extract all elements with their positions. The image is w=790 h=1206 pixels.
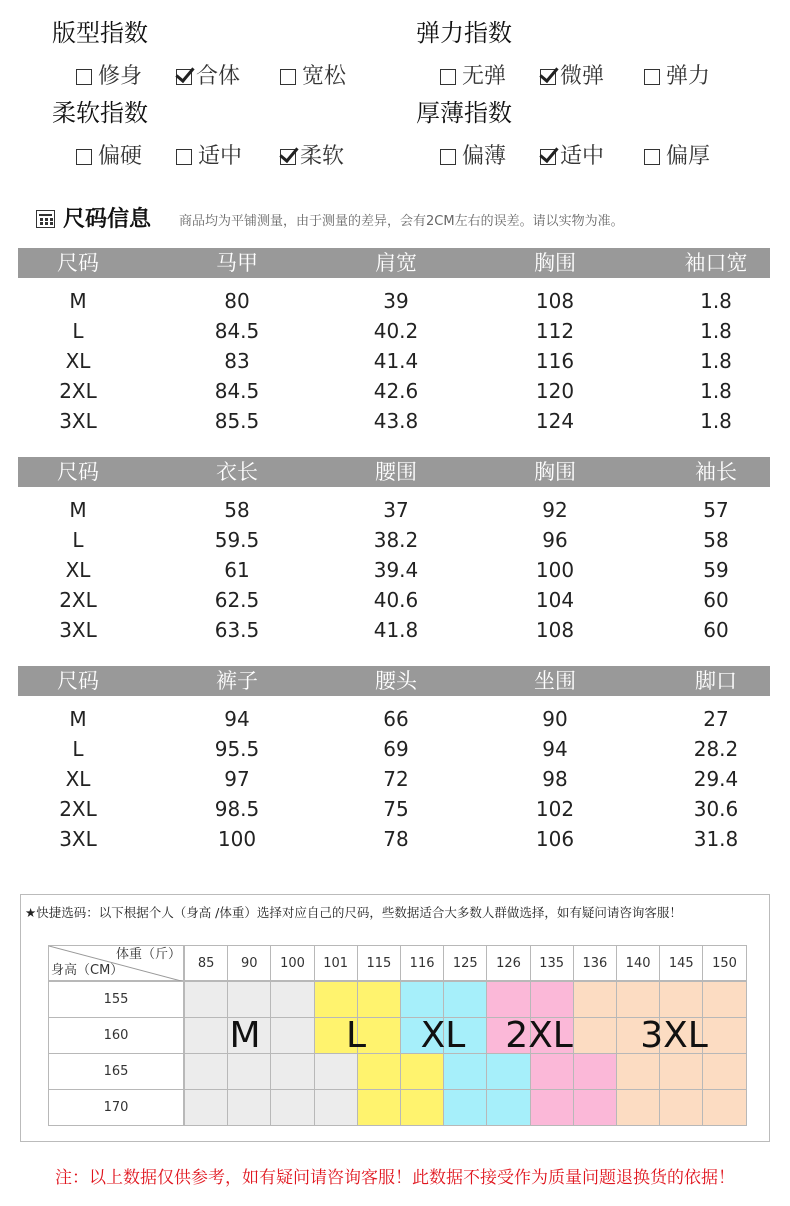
size-label-l: L: [345, 1015, 367, 1056]
header-cell: 裤子: [216, 669, 258, 693]
height-label-cell: 165: [48, 1053, 184, 1090]
size-cell-m: [314, 1089, 358, 1126]
table-cell: 85.5: [214, 409, 260, 433]
table-cell: 94: [224, 707, 250, 731]
size-cell-2xl: [530, 1089, 574, 1126]
size-cell-m: [184, 1017, 228, 1054]
table-cell: 28.2: [693, 737, 739, 761]
table-cell: 90: [542, 707, 568, 731]
size-cell-l: [400, 1089, 444, 1126]
table-header: [18, 666, 770, 696]
table-cell: 84.5: [214, 379, 260, 403]
size-cell-m: [227, 1053, 271, 1090]
size-label-xl: XL: [420, 1015, 466, 1056]
table-cell: 3XL: [59, 827, 97, 851]
size-cell-2xl: [486, 981, 530, 1018]
height-label-cell: 155: [48, 981, 184, 1018]
weight-header-cell: 85: [184, 945, 228, 981]
table-cell: 30.6: [693, 797, 739, 821]
size-info-title: 尺码信息: [63, 207, 152, 232]
header-cell: 衣长: [216, 460, 258, 484]
size-cell-m: [227, 1089, 271, 1126]
header-cell: 肩宽: [375, 251, 417, 275]
table-row: [18, 316, 770, 346]
height-axis-label: 身高（CM）: [51, 963, 124, 978]
size-info-header: [36, 204, 776, 238]
table-cell: 38.2: [373, 528, 419, 552]
table-cell: 2XL: [59, 797, 97, 821]
weight-header-cell: 116: [400, 945, 444, 981]
table-cell: 31.8: [693, 827, 739, 851]
size-cell-m: [184, 981, 228, 1018]
table-cell: 106: [535, 827, 575, 851]
table-cell: 39: [383, 289, 409, 313]
size-cell-m: [270, 1053, 314, 1090]
size-cell-l: [357, 1089, 401, 1126]
table-cell: 108: [535, 289, 575, 313]
attribute-option-label: 适中: [198, 144, 243, 169]
checkbox-checked-icon[interactable]: [280, 149, 296, 165]
size-cell-xl: [486, 1089, 530, 1126]
size-cell-3xl: [659, 1089, 703, 1126]
weight-header-cell: 115: [357, 945, 401, 981]
table-header: [18, 248, 770, 278]
size-cell-xl: [443, 1089, 487, 1126]
checkbox-icon[interactable]: [280, 69, 296, 85]
table-row: [18, 764, 770, 794]
table-cell: 66: [383, 707, 409, 731]
attribute-option-label: 宽松: [302, 64, 347, 89]
table-cell: 37: [383, 498, 409, 522]
size-cell-3xl: [573, 1017, 617, 1054]
size-cell-2xl: [530, 1053, 574, 1090]
table-row: [18, 495, 770, 525]
height-label-cell: 170: [48, 1089, 184, 1126]
header-cell: 胸围: [534, 251, 576, 275]
checkbox-icon[interactable]: [644, 149, 660, 165]
size-cell-3xl: [702, 981, 746, 1018]
size-cell-2xl: [530, 981, 574, 1018]
quick-size-chart: [20, 894, 770, 1142]
table-cell: 43.8: [373, 409, 419, 433]
table-cell: 97: [224, 767, 250, 791]
table-cell: 3XL: [59, 618, 97, 642]
table-cell: 3XL: [59, 409, 97, 433]
weight-header-cell: 136: [573, 945, 617, 981]
table-cell: 80: [224, 289, 250, 313]
calendar-icon: [36, 210, 55, 228]
table-cell: 100: [217, 827, 257, 851]
table-header: [18, 457, 770, 487]
header-cell: 尺码: [57, 251, 99, 275]
size-cell-xl: [400, 981, 444, 1018]
checkbox-checked-icon[interactable]: [540, 69, 556, 85]
size-cell-3xl: [616, 1089, 660, 1126]
table-row: [18, 794, 770, 824]
table-cell: 108: [535, 618, 575, 642]
size-cell-xl: [443, 1053, 487, 1090]
height-label-cell: 160: [48, 1017, 184, 1054]
weight-header-cell: 125: [443, 945, 487, 981]
size-label-3xl: 3XL: [640, 1015, 708, 1056]
size-info-note: 商品均为平铺测量，由于测量的差异，会有2CM左右的误差。请以实物为准。: [179, 214, 624, 229]
header-cell: 腰围: [375, 460, 417, 484]
table-cell: 1.8: [700, 289, 732, 313]
weight-header-cell: 90: [227, 945, 271, 981]
size-cell-l: [357, 1053, 401, 1090]
table-row: [18, 376, 770, 406]
table-cell: L: [72, 737, 84, 761]
table-row: [18, 734, 770, 764]
size-table-3: [18, 666, 770, 854]
table-cell: 41.4: [373, 349, 419, 373]
table-cell: 62.5: [214, 588, 260, 612]
size-cell-3xl: [702, 1053, 746, 1090]
attribute-3: [416, 96, 756, 176]
attribute-option-label: 微弹: [560, 64, 605, 89]
table-cell: 120: [535, 379, 575, 403]
table-cell: 60: [703, 588, 729, 612]
table-cell: XL: [65, 558, 91, 582]
attribute-title: 弹力指数: [416, 19, 512, 47]
size-label-m: M: [229, 1015, 261, 1056]
checkbox-icon[interactable]: [76, 69, 92, 85]
table-row: [18, 824, 770, 854]
table-cell: 1.8: [700, 349, 732, 373]
table-cell: 104: [535, 588, 575, 612]
table-cell: L: [72, 319, 84, 343]
size-cell-m: [270, 1089, 314, 1126]
quick-select-note: ★快捷选码：以下根据个人（身高 /体重）选择对应自己的尺码，些数据适合大多数人群做选择，如有疑问请咨询客服！: [25, 905, 682, 920]
size-table-1: [18, 248, 770, 436]
table-cell: 29.4: [693, 767, 739, 791]
size-cell-2xl: [573, 1053, 617, 1090]
header-cell: 袖口宽: [684, 251, 748, 275]
table-cell: 41.8: [373, 618, 419, 642]
table-row: [18, 555, 770, 585]
table-cell: 57: [703, 498, 729, 522]
table-cell: 40.6: [373, 588, 419, 612]
size-grid: [48, 945, 746, 1125]
weight-header-cell: 101: [314, 945, 358, 981]
checkbox-checked-icon[interactable]: [540, 149, 556, 165]
size-cell-xl: [443, 981, 487, 1018]
attribute-1: [416, 16, 756, 96]
table-cell: 63.5: [214, 618, 260, 642]
attribute-option-label: 偏薄: [462, 144, 507, 169]
table-cell: XL: [65, 349, 91, 373]
size-cell-3xl: [659, 981, 703, 1018]
table-cell: 116: [535, 349, 575, 373]
attribute-option-label: 偏厚: [666, 144, 711, 169]
corner-cell: [48, 945, 184, 981]
size-cell-l: [357, 981, 401, 1018]
table-cell: 2XL: [59, 379, 97, 403]
table-cell: 100: [535, 558, 575, 582]
table-cell: 112: [535, 319, 575, 343]
table-cell: 92: [542, 498, 568, 522]
table-cell: 42.6: [373, 379, 419, 403]
size-cell-3xl: [573, 981, 617, 1018]
attribute-option-label: 无弹: [462, 64, 507, 89]
table-cell: 59.5: [214, 528, 260, 552]
table-cell: 95.5: [214, 737, 260, 761]
table-cell: 98.5: [214, 797, 260, 821]
weight-header-cell: 100: [270, 945, 314, 981]
table-cell: 1.8: [700, 409, 732, 433]
size-cell-2xl: [573, 1089, 617, 1126]
table-cell: 2XL: [59, 588, 97, 612]
attribute-option-label: 偏硬: [98, 144, 143, 169]
attribute-option-label: 适中: [560, 144, 605, 169]
size-cell-m: [270, 1017, 314, 1054]
table-row: [18, 406, 770, 436]
checkbox-icon[interactable]: [440, 149, 456, 165]
size-cell-m: [184, 1053, 228, 1090]
table-cell: 60: [703, 618, 729, 642]
table-cell: 61: [224, 558, 250, 582]
size-cell-3xl: [616, 981, 660, 1018]
table-cell: 98: [542, 767, 568, 791]
table-cell: 40.2: [373, 319, 419, 343]
table-cell: 39.4: [373, 558, 419, 582]
table-cell: 94: [542, 737, 568, 761]
attribute-title: 柔软指数: [52, 99, 148, 127]
size-cell-l: [400, 1053, 444, 1090]
checkbox-checked-icon[interactable]: [176, 69, 192, 85]
table-cell: 1.8: [700, 379, 732, 403]
table-cell: 1.8: [700, 319, 732, 343]
attribute-option-label: 合体: [196, 64, 241, 89]
table-cell: 96: [542, 528, 568, 552]
attribute-0: [52, 16, 392, 96]
header-cell: 马甲: [216, 251, 258, 275]
table-cell: 83: [224, 349, 250, 373]
attribute-title: 厚薄指数: [416, 99, 512, 127]
table-cell: 124: [535, 409, 575, 433]
table-cell: 84.5: [214, 319, 260, 343]
table-cell: XL: [65, 767, 91, 791]
size-cell-l: [314, 981, 358, 1018]
size-cell-3xl: [702, 1089, 746, 1126]
table-cell: 59: [703, 558, 729, 582]
table-row: [18, 525, 770, 555]
attribute-title: 版型指数: [52, 19, 148, 47]
weight-header-cell: 126: [486, 945, 530, 981]
size-label-2xl: 2XL: [505, 1015, 573, 1056]
weight-header-cell: 150: [702, 945, 746, 981]
header-cell: 坐围: [534, 669, 576, 693]
header-cell: 尺码: [57, 460, 99, 484]
attribute-option-label: 弹力: [666, 64, 711, 89]
size-cell-3xl: [616, 1053, 660, 1090]
size-cell-3xl: [702, 1017, 746, 1054]
header-cell: 袖长: [695, 460, 737, 484]
header-cell: 尺码: [57, 669, 99, 693]
size-table-2: [18, 457, 770, 645]
header-cell: 胸围: [534, 460, 576, 484]
table-cell: 27: [703, 707, 729, 731]
table-cell: 78: [383, 827, 409, 851]
size-cell-m: [314, 1053, 358, 1090]
table-cell: 58: [224, 498, 250, 522]
checkbox-icon[interactable]: [644, 69, 660, 85]
weight-header-cell: 140: [616, 945, 660, 981]
table-cell: 102: [535, 797, 575, 821]
table-row: [18, 286, 770, 316]
size-cell-3xl: [659, 1053, 703, 1090]
checkbox-icon[interactable]: [76, 149, 92, 165]
footer-disclaimer: 注：以上数据仅供参考，如有疑问请咨询客服！此数据不接受作为质量问题退换货的依据！: [55, 1168, 735, 1188]
table-cell: 58: [703, 528, 729, 552]
table-row: [18, 585, 770, 615]
table-cell: M: [69, 289, 87, 313]
table-cell: 72: [383, 767, 409, 791]
attribute-option-label: 修身: [98, 64, 143, 89]
table-row: [18, 346, 770, 376]
attribute-2: [52, 96, 392, 176]
table-cell: 69: [383, 737, 409, 761]
weight-header-cell: 135: [530, 945, 574, 981]
checkbox-icon[interactable]: [176, 149, 192, 165]
table-cell: L: [72, 528, 84, 552]
table-cell: M: [69, 707, 87, 731]
size-cell-m: [270, 981, 314, 1018]
table-row: [18, 615, 770, 645]
header-cell: 脚口: [695, 669, 737, 693]
weight-header-cell: 145: [659, 945, 703, 981]
size-cell-m: [227, 981, 271, 1018]
table-cell: M: [69, 498, 87, 522]
size-cell-m: [184, 1089, 228, 1126]
attribute-option-label: 柔软: [300, 144, 345, 169]
table-cell: 75: [383, 797, 409, 821]
table-row: [18, 704, 770, 734]
header-cell: 腰头: [375, 669, 417, 693]
weight-axis-label: 体重（斤）: [115, 947, 181, 962]
size-cell-xl: [486, 1053, 530, 1090]
checkbox-icon[interactable]: [440, 69, 456, 85]
